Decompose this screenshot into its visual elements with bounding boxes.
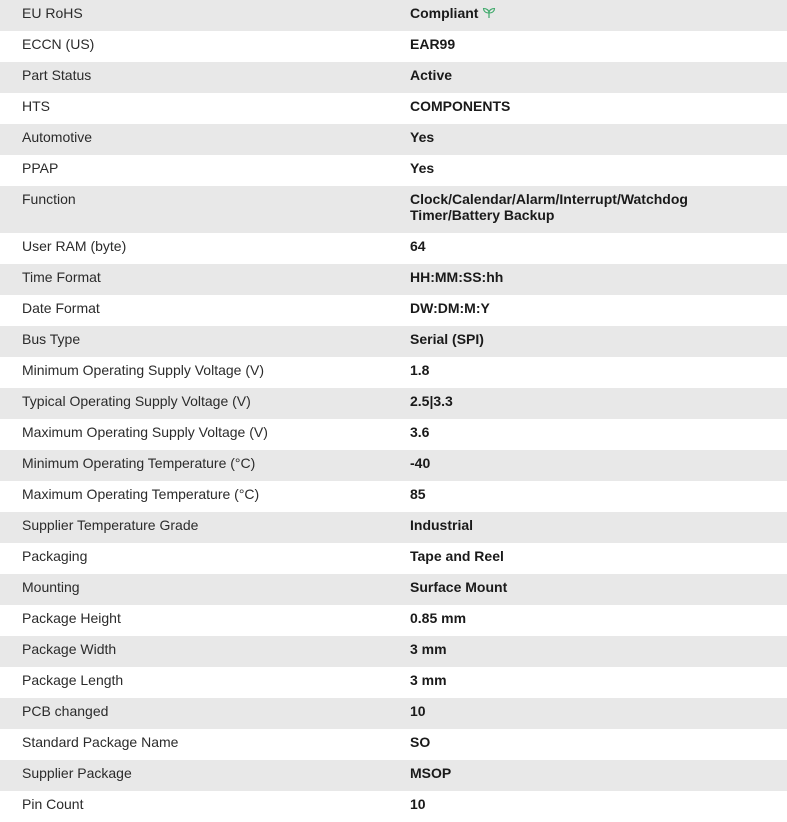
spec-value-cell bbox=[410, 512, 787, 543]
spec-label: Pin Count bbox=[22, 796, 84, 812]
table-row bbox=[0, 186, 787, 233]
table-row bbox=[0, 264, 787, 295]
spec-value-cell bbox=[410, 93, 787, 124]
spec-label-cell bbox=[0, 605, 410, 636]
spec-label-cell bbox=[0, 791, 410, 822]
spec-label: Automotive bbox=[22, 129, 93, 145]
table-row bbox=[0, 295, 787, 326]
spec-label-cell bbox=[0, 155, 410, 186]
table-row bbox=[0, 450, 787, 481]
table-row bbox=[0, 543, 787, 574]
spec-value: 3.6 bbox=[410, 424, 430, 440]
spec-value-cell bbox=[410, 357, 787, 388]
spec-value-cell bbox=[410, 729, 787, 760]
spec-label-cell bbox=[0, 667, 410, 698]
table-row bbox=[0, 62, 787, 93]
spec-value-cell bbox=[410, 543, 787, 574]
spec-value-cell bbox=[410, 186, 787, 233]
spec-label-cell bbox=[0, 512, 410, 543]
spec-value: COMPONENTS bbox=[410, 98, 511, 114]
spec-label: Minimum Operating Supply Voltage (V) bbox=[22, 362, 264, 378]
spec-value-cell bbox=[410, 233, 787, 264]
table-row bbox=[0, 31, 787, 62]
spec-label: Date Format bbox=[22, 300, 100, 316]
spec-value-cell bbox=[410, 295, 787, 326]
spec-label: Function bbox=[22, 191, 76, 207]
spec-value: Tape and Reel bbox=[410, 548, 504, 564]
spec-value: 10 bbox=[410, 703, 426, 719]
spec-label: Typical Operating Supply Voltage (V) bbox=[22, 393, 251, 409]
table-row bbox=[0, 574, 787, 605]
spec-label: HTS bbox=[22, 98, 50, 114]
spec-value: Clock/Calendar/Alarm/Interrupt/Watchdog Timer/Battery Backup bbox=[410, 191, 688, 223]
spec-label: Supplier Temperature Grade bbox=[22, 517, 199, 533]
spec-value: Yes bbox=[410, 160, 435, 176]
spec-value-cell bbox=[410, 791, 787, 822]
spec-label: Mounting bbox=[22, 579, 80, 595]
spec-label: EU RoHS bbox=[22, 5, 83, 21]
spec-label-cell bbox=[0, 0, 410, 31]
spec-label-cell bbox=[0, 636, 410, 667]
spec-value: SO bbox=[410, 734, 431, 750]
spec-value: Industrial bbox=[410, 517, 474, 533]
spec-value-cell bbox=[410, 124, 787, 155]
spec-label: PCB changed bbox=[22, 703, 109, 719]
table-row bbox=[0, 0, 787, 31]
spec-label: Part Status bbox=[22, 67, 92, 83]
spec-label: Maximum Operating Temperature (°C) bbox=[22, 486, 260, 502]
spec-label-cell bbox=[0, 450, 410, 481]
table-row bbox=[0, 481, 787, 512]
spec-label: Maximum Operating Supply Voltage (V) bbox=[22, 424, 268, 440]
spec-label-cell bbox=[0, 326, 410, 357]
table-row bbox=[0, 357, 787, 388]
spec-value-cell bbox=[410, 481, 787, 512]
spec-value: Serial (SPI) bbox=[410, 331, 484, 347]
table-row bbox=[0, 791, 787, 822]
spec-value: 85 bbox=[410, 486, 426, 502]
spec-value-cell bbox=[410, 450, 787, 481]
spec-value: Surface Mount bbox=[410, 579, 508, 595]
spec-label-cell bbox=[0, 760, 410, 791]
spec-label: Time Format bbox=[22, 269, 101, 285]
spec-value-cell bbox=[410, 667, 787, 698]
spec-label: Supplier Package bbox=[22, 765, 132, 781]
spec-value-cell bbox=[410, 636, 787, 667]
spec-value: EAR99 bbox=[410, 36, 456, 52]
spec-value: -40 bbox=[410, 455, 431, 471]
spec-label-cell bbox=[0, 264, 410, 295]
spec-label: ECCN (US) bbox=[22, 36, 95, 52]
spec-value: 0.85 mm bbox=[410, 610, 467, 626]
table-row bbox=[0, 729, 787, 760]
spec-label: Package Width bbox=[22, 641, 117, 657]
spec-label-cell bbox=[0, 698, 410, 729]
spec-value-cell bbox=[410, 31, 787, 62]
table-row bbox=[0, 636, 787, 667]
table-row bbox=[0, 760, 787, 791]
spec-value-cell bbox=[410, 419, 787, 450]
table-row bbox=[0, 93, 787, 124]
spec-label-cell bbox=[0, 543, 410, 574]
spec-value: HH:MM:SS:hh bbox=[410, 269, 504, 285]
spec-label-cell bbox=[0, 62, 410, 93]
spec-label: Package Height bbox=[22, 610, 121, 626]
spec-value-cell bbox=[410, 698, 787, 729]
spec-label: Packaging bbox=[22, 548, 88, 564]
table-row bbox=[0, 124, 787, 155]
spec-value: MSOP bbox=[410, 765, 452, 781]
spec-label-cell bbox=[0, 729, 410, 760]
spec-value: DW:DM:M:Y bbox=[410, 300, 490, 316]
spec-value-cell bbox=[410, 760, 787, 791]
spec-value: 10 bbox=[410, 796, 426, 812]
spec-value-cell bbox=[410, 326, 787, 357]
leaf-icon bbox=[482, 6, 496, 18]
spec-value-cell bbox=[410, 388, 787, 419]
table-row bbox=[0, 512, 787, 543]
spec-value: Active bbox=[410, 67, 453, 83]
table-row bbox=[0, 605, 787, 636]
spec-label-cell bbox=[0, 31, 410, 62]
spec-label: PPAP bbox=[22, 160, 59, 176]
spec-label-cell bbox=[0, 419, 410, 450]
spec-value: 1.8 bbox=[410, 362, 430, 378]
spec-label-cell bbox=[0, 481, 410, 512]
spec-value: Compliant bbox=[410, 5, 479, 21]
spec-value: Yes bbox=[410, 129, 435, 145]
spec-label-cell bbox=[0, 233, 410, 264]
spec-label: Minimum Operating Temperature (°C) bbox=[22, 455, 256, 471]
spec-label-cell bbox=[0, 574, 410, 605]
spec-value-cell bbox=[410, 605, 787, 636]
spec-label-cell bbox=[0, 93, 410, 124]
table-row bbox=[0, 233, 787, 264]
spec-value: 3 mm bbox=[410, 641, 447, 657]
spec-value: 64 bbox=[410, 238, 426, 254]
spec-label: Bus Type bbox=[22, 331, 81, 347]
table-row bbox=[0, 326, 787, 357]
table-row bbox=[0, 698, 787, 729]
table-row bbox=[0, 419, 787, 450]
spec-label: Standard Package Name bbox=[22, 734, 179, 750]
table-row bbox=[0, 667, 787, 698]
spec-value-cell bbox=[410, 264, 787, 295]
table-row bbox=[0, 155, 787, 186]
spec-label: User RAM (byte) bbox=[22, 238, 127, 254]
spec-value-cell bbox=[410, 574, 787, 605]
spec-label-cell bbox=[0, 295, 410, 326]
spec-label-cell bbox=[0, 186, 410, 233]
spec-label: Package Length bbox=[22, 672, 124, 688]
table-row bbox=[0, 388, 787, 419]
spec-label-cell bbox=[0, 124, 410, 155]
spec-value-cell bbox=[410, 155, 787, 186]
spec-value: 3 mm bbox=[410, 672, 447, 688]
spec-value-cell bbox=[410, 62, 787, 93]
spec-value: 2.5|3.3 bbox=[410, 393, 453, 409]
spec-label-cell bbox=[0, 388, 410, 419]
spec-label-cell bbox=[0, 357, 410, 388]
spec-value-cell bbox=[410, 0, 787, 31]
